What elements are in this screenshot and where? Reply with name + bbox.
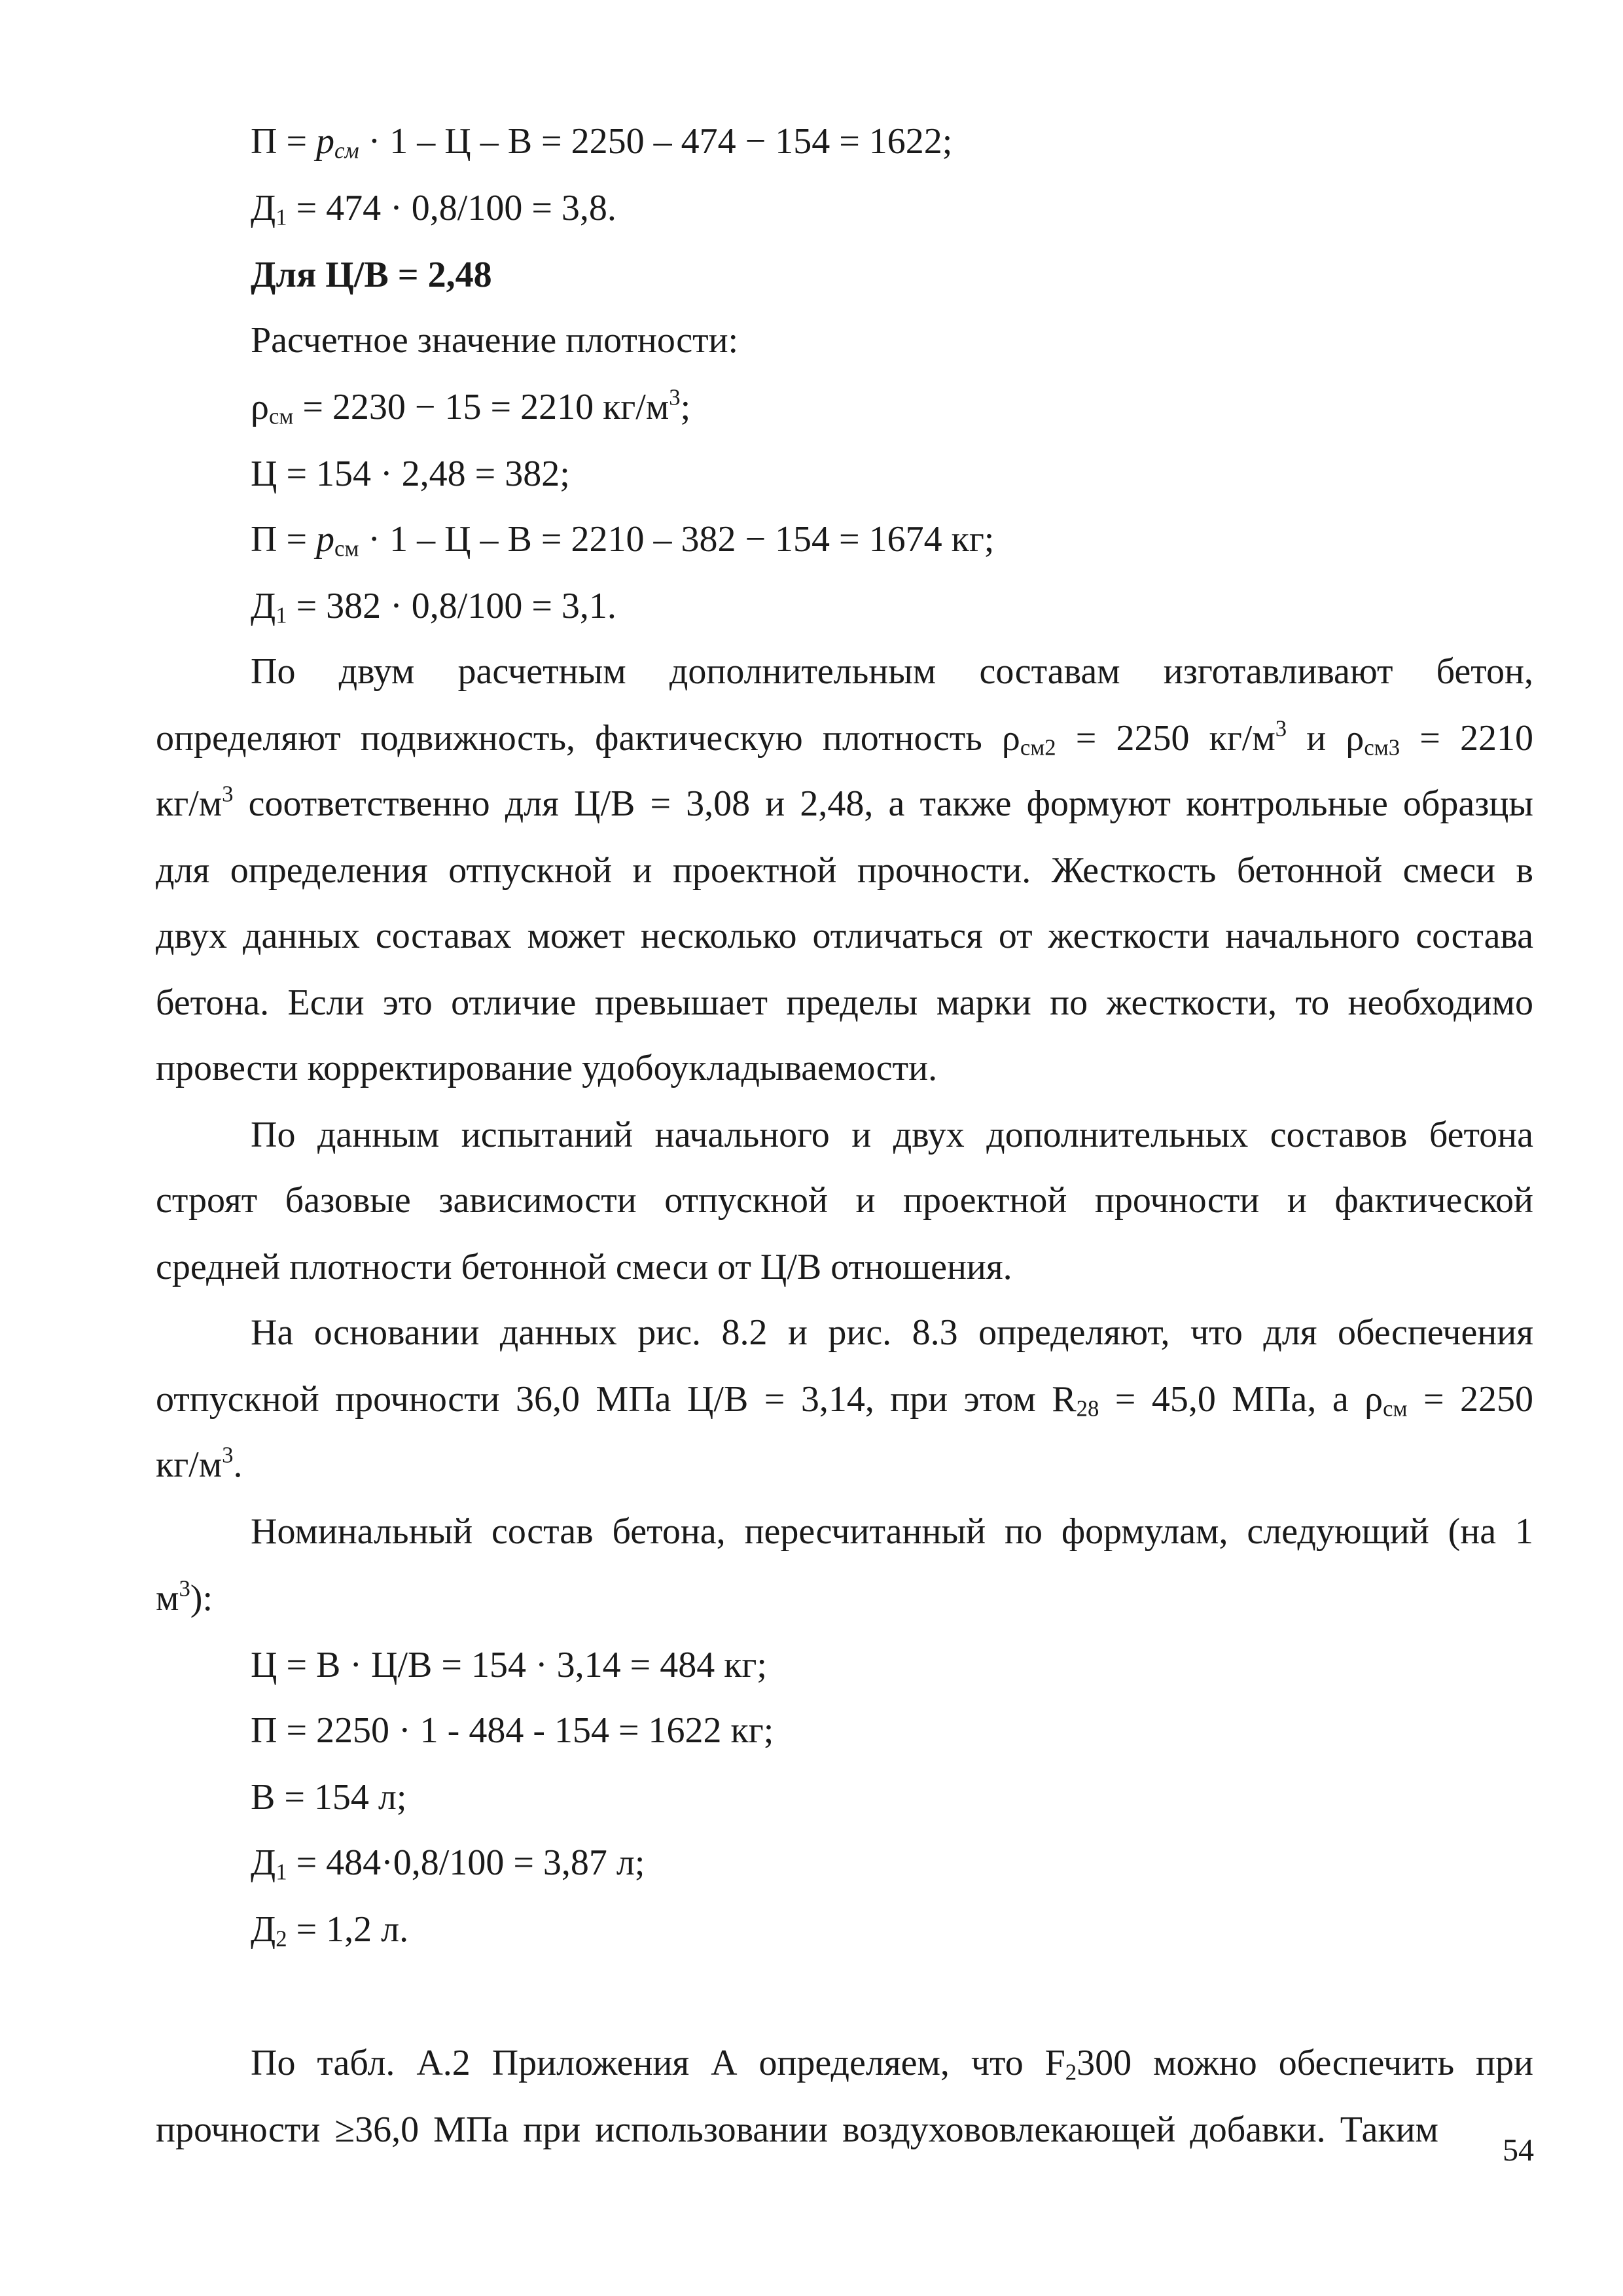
formula-cement-final: Ц = В · Ц/В = 154 · 3,14 = 484 кг;: [251, 1645, 767, 1685]
para2-line2: строят базовые зависимости отпускной и проектной прочности и фактической: [156, 1182, 1533, 1221]
para1-line7: провести корректирование удобоукладываемости.: [156, 1048, 938, 1088]
density-label: Расчетное значение плотности:: [251, 320, 739, 361]
para1-line6: бетона. Если это отличие превышает пределы марки по жесткости, то необходимо: [156, 984, 1533, 1023]
formula-additive2-final: $Д_2 = 1,2$ л.: [251, 1909, 409, 1952]
para2-line1: По данным испытаний начального и двух дополнительных составов бетона: [251, 1117, 1533, 1155]
para1-line3: $кг/м^3$ соответственно для Ц/В = 3,08 и 2,48, а также формуют контрольные образцы: [156, 785, 1533, 824]
para4-line1: Номинальный состав бетона, пересчитанный по формулам, следующий (на 1: [251, 1513, 1533, 1552]
formula-water-final: В = 154 л;: [251, 1777, 407, 1818]
para2-line3: средней плотности бетонной смеси от Ц/В отношения.: [156, 1247, 1012, 1287]
para1-line1: По двум расчетным дополнительным составам изготавливают бетон,: [251, 653, 1533, 692]
formula-sand-2: $П = p_{см} \cdot 1 - Ц - В = 2210 - 382 - 154 = 1674$ кг;: [251, 519, 995, 562]
formula-additive1-final: $Д_1 = 484\cdot 0,8/100 = 3,87$ л;: [251, 1842, 645, 1885]
para5-line2: прочности ≥36,0 МПа при использовании воздухововлекающей добавки. Таким: [156, 2111, 1438, 2150]
page-number: 54: [1503, 2133, 1534, 2168]
para4-line2: $м^3$):: [156, 1575, 213, 1619]
formula-density: $\rho_{см} = 2230 - 15 = 2210$ $кг/м^3$;: [251, 384, 691, 429]
section-heading: Для Ц/В = 2,48: [251, 255, 492, 295]
para3-line3: $кг/м^3$.: [156, 1442, 243, 1485]
para1-line4: для определения отпускной и проектной прочности. Жесткость бетонной смеси в: [156, 852, 1533, 891]
formula-additive-2: $Д_1 = 382 \cdot 0,8/100 = 3,1$.: [251, 586, 616, 628]
para5-line1: По табл. А.2 Приложения А определяем, что $F_2300$ можно обеспечить при: [251, 2045, 1533, 2084]
formula-sand-1: $П = p_{см} \cdot 1 - Ц - В = 2250 - 474 - 154 = 1622$;: [251, 121, 953, 164]
formula-additive-1: $Д_1 = 474 \cdot 0,8/100 = 3,8$.: [251, 188, 616, 230]
para1-line5: двух данных составах может несколько отличаться от жесткости начального состава: [156, 918, 1533, 956]
formula-sand-final: П = 2250 · 1 - 484 - 154 = 1622 кг;: [251, 1710, 774, 1751]
para3-line1: На основании данных рис. 8.2 и рис. 8.3 определяют, что для обеспечения: [251, 1314, 1533, 1353]
formula-cement: Ц = 154 · 2,48 = 382;: [251, 454, 570, 494]
para3-line2: отпускной прочности 36,0 МПа Ц/В = 3,14, при этом $R_{28} = 45,0$ МПа, а $\rho_{см} = 2250$: [156, 1381, 1533, 1420]
para1-line2: определяют подвижность, фактическую плотность $\rho_{см2} = 2250$ $кг/м^3$ и $\rho_{см3} = 2210$: [156, 720, 1533, 759]
